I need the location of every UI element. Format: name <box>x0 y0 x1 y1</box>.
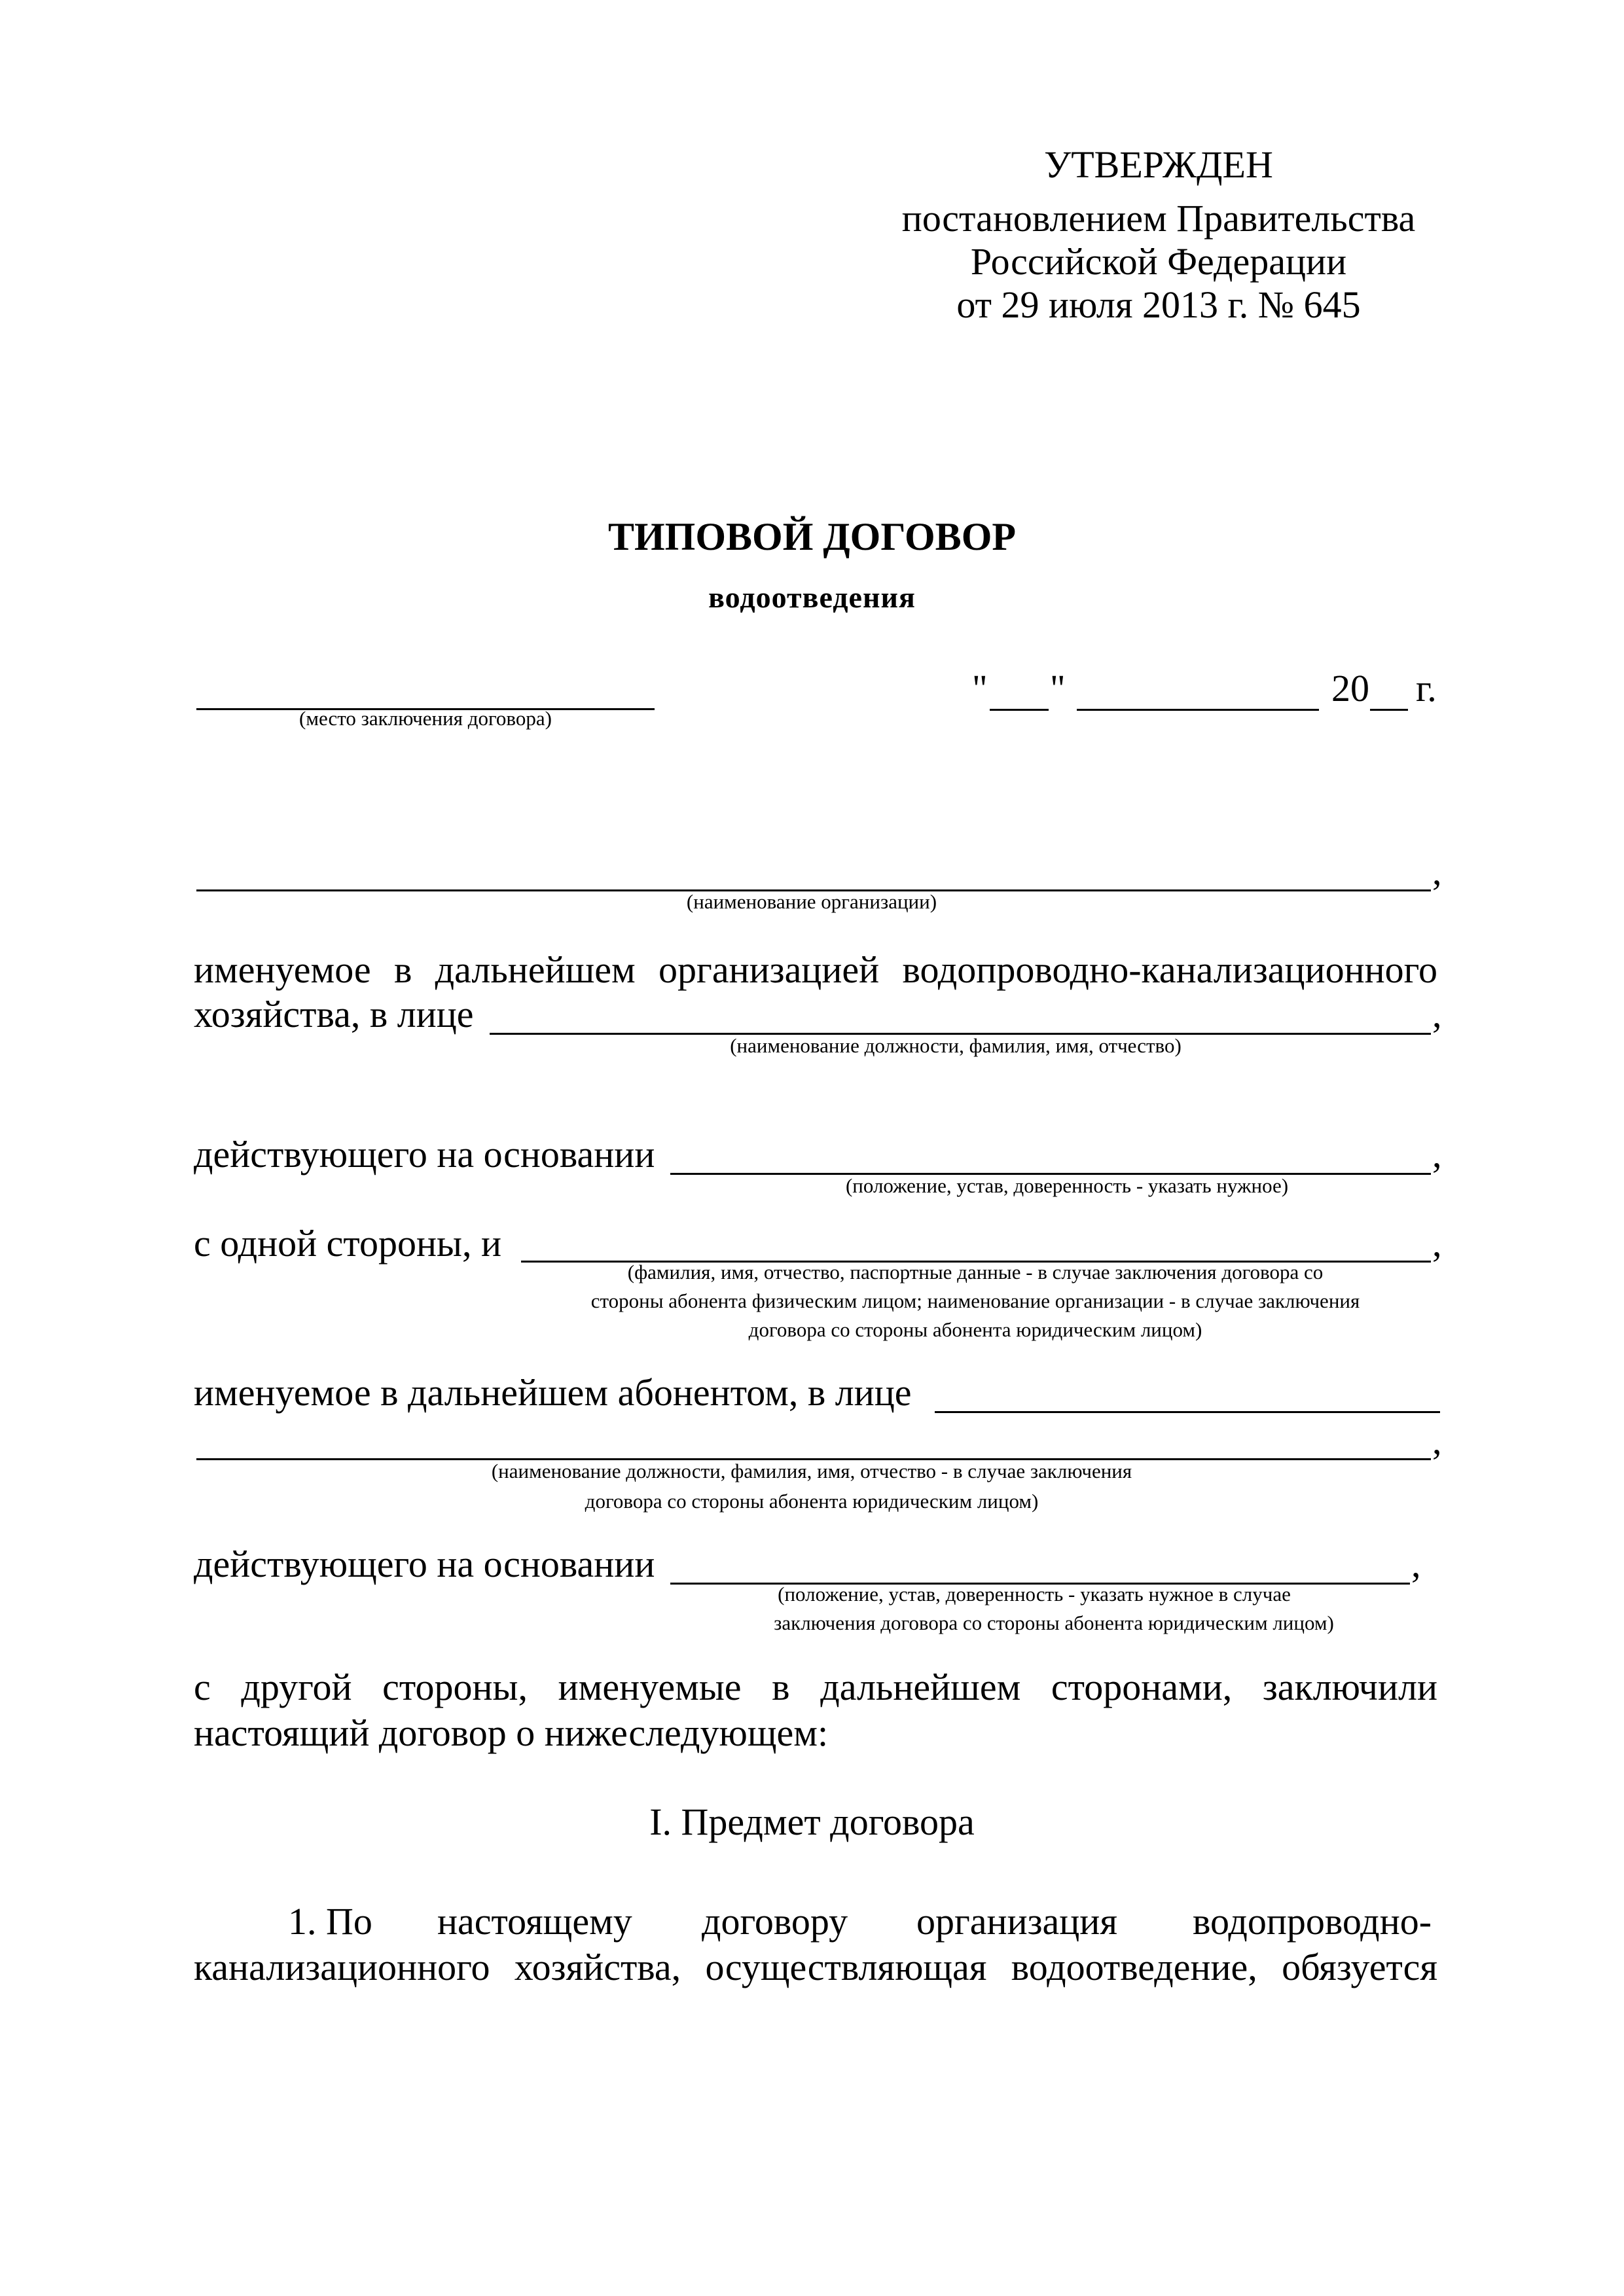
closing-line2: настоящий договор о нижеследующем: <box>194 1712 829 1754</box>
month-blank[interactable] <box>1077 709 1319 711</box>
year-suffix: г. <box>1416 667 1437 709</box>
subscriber-comma: , <box>1432 1420 1442 1462</box>
side1-caption-line1: (фамилия, имя, отчество, паспортные данные - в случае заключения договора со <box>627 1261 1324 1283</box>
representative-comma: , <box>1432 993 1442 1035</box>
organization-caption: (наименование организации) <box>686 890 937 913</box>
subscriber-caption-line2: договора со стороны абонента юридическим лицом) <box>585 1490 1039 1513</box>
clause1-word-5: водопроводно- <box>1193 1900 1432 1943</box>
side1-caption-line2: стороны абонента физическим лицом; наименование организации - в случае заключения <box>590 1289 1360 1312</box>
year-blank[interactable] <box>1370 709 1408 711</box>
clause1-word-2: настоящему <box>437 1900 632 1943</box>
approval-date-number: от 29 июля 2013 г. № 645 <box>956 283 1361 326</box>
clause1-word-4: организация <box>916 1900 1118 1943</box>
document-subtitle: водоотведения <box>708 581 916 614</box>
approval-resolution: постановлением Правительства <box>901 197 1416 240</box>
clause1-word-1: 1. По <box>288 1900 372 1943</box>
paragraph-wka-line2-prefix: хозяйства, в лице <box>194 993 474 1035</box>
clause1-line2: канализационного хозяйства, осуществляющая водоотведение, обязуется <box>194 1946 1437 1988</box>
subscriber-prefix: именуемое в дальнейшем абонентом, в лице <box>194 1371 912 1414</box>
approval-title: УТВЕРЖДЕН <box>1044 143 1273 186</box>
day-blank[interactable] <box>990 709 1049 711</box>
basis2-caption-line1: (положение, устав, доверенность - указать нужное в случае <box>778 1583 1291 1605</box>
side1-caption-line3: договора со стороны абонента юридическим лицом) <box>748 1318 1202 1341</box>
approval-federation: Российской Федерации <box>970 240 1347 283</box>
organization-comma: , <box>1432 850 1442 893</box>
representative-caption: (наименование должности, фамилия, имя, отчество) <box>730 1034 1182 1057</box>
side1-prefix: с одной стороны, и <box>194 1222 502 1265</box>
clause1-word-3: договору <box>702 1900 848 1943</box>
closing-line1: с другой стороны, именуемые в дальнейшем сторонами, заключили <box>194 1666 1437 1708</box>
basis2-prefix: действующего на основании <box>194 1543 655 1585</box>
subscriber-caption-line1: (наименование должности, фамилия, имя, отчество - в случае заключения <box>491 1460 1132 1482</box>
basis1-comma: , <box>1432 1133 1442 1175</box>
paragraph-wka-line1: именуемое в дальнейшем организацией водопроводно-канализационного <box>194 948 1437 991</box>
subscriber-representative-blank-1[interactable] <box>935 1411 1440 1413</box>
document-title: ТИПОВОЙ ДОГОВОР <box>607 515 1017 558</box>
basis1-caption: (положение, устав, доверенность - указать нужное) <box>845 1174 1289 1197</box>
section-heading: I. Предмет договора <box>649 1801 975 1843</box>
basis1-prefix: действующего на основании <box>194 1133 655 1175</box>
date-quote-close: " <box>1050 667 1066 709</box>
side1-comma: , <box>1432 1222 1442 1265</box>
date-quote-open: " <box>972 667 988 709</box>
year-prefix: 20 <box>1331 667 1369 709</box>
basis2-comma: , <box>1411 1543 1421 1585</box>
basis2-caption-line2: заключения договора со стороны абонента юридическим лицом) <box>774 1611 1334 1634</box>
place-caption: (место заключения договора) <box>299 707 552 730</box>
